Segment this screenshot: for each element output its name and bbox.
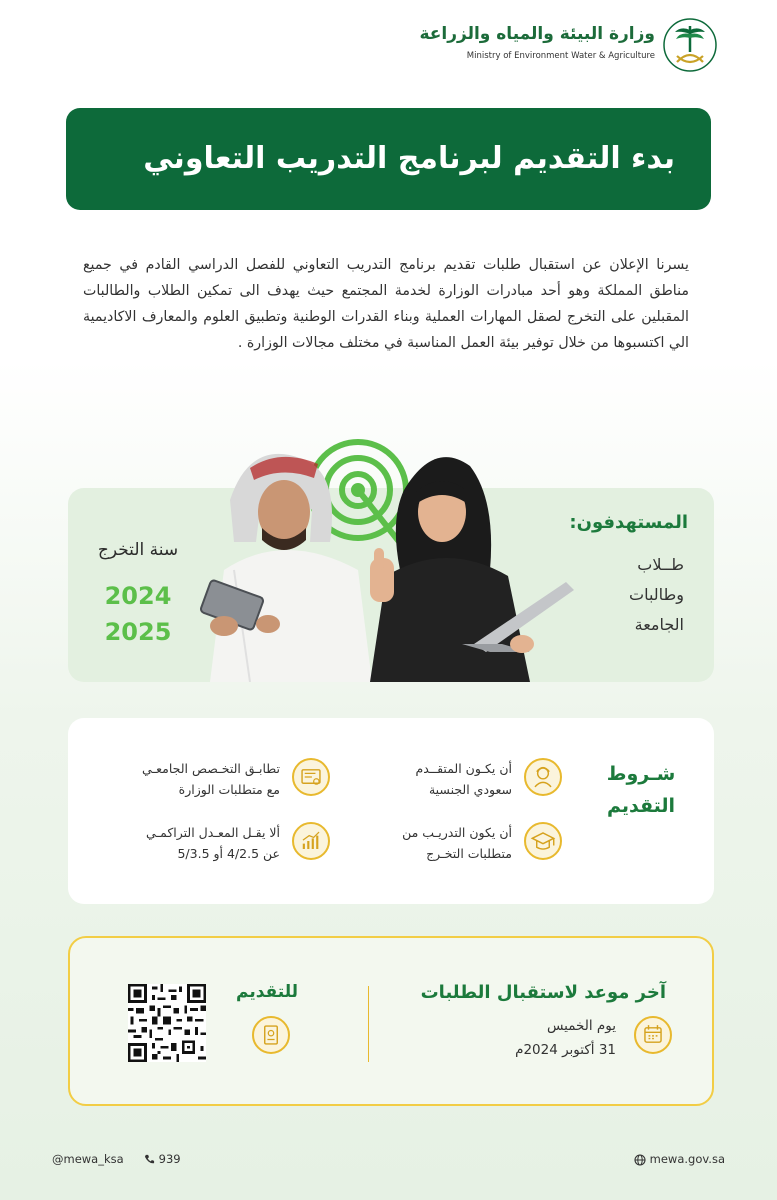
divider <box>368 986 369 1062</box>
website-url: mewa.gov.sa <box>649 1152 725 1166</box>
ministry-logo <box>417 18 717 74</box>
condition-line: سعودي الجنسية <box>428 782 512 797</box>
footer <box>0 1146 777 1176</box>
header-banner <box>66 108 711 210</box>
audience-line: وطالبات <box>629 585 684 604</box>
certificate-icon <box>292 758 330 796</box>
phone-link[interactable] <box>144 1152 181 1166</box>
deadline-date-text: 31 أكتوبر 2024م <box>515 1042 616 1058</box>
growth-chart-icon <box>292 822 330 860</box>
palm-swords-emblem-icon <box>663 18 717 72</box>
page-title: بدء التقديم لبرنامج التدريب التعاوني <box>143 141 675 176</box>
deadline-title: آخر موعد لاستقبال الطلبات <box>420 982 666 1003</box>
ministry-name-arabic: وزارة البيئة والمياه والزراعة <box>419 24 655 44</box>
phone-icon <box>144 1154 155 1165</box>
students-illustration <box>190 430 580 682</box>
conditions-title: شـروط التقديم <box>606 763 676 817</box>
deadline-date <box>515 1014 616 1062</box>
deadline-day: يوم الخميس <box>546 1018 616 1034</box>
graduation-year-label: سنة التخرج <box>97 540 179 560</box>
condition-line: عن 4/2.5 أو 5/3.5 <box>177 846 280 861</box>
audience-list <box>629 550 684 640</box>
condition-line: أن يكون التدريـب من <box>402 825 512 840</box>
female-student-figure <box>370 457 574 682</box>
deadline-panel <box>68 936 714 1106</box>
condition-line: أن يكـون المتقــدم <box>415 761 512 776</box>
globe-icon <box>634 1154 646 1166</box>
ministry-name-english: Ministry of Environment Water & Agriculture <box>466 51 655 61</box>
phone-number: 939 <box>158 1152 181 1166</box>
social-handle: @mewa_ksa <box>52 1152 124 1166</box>
male-student-figure <box>200 454 372 682</box>
form-document-icon <box>252 1016 290 1054</box>
audience-line: الجامعة <box>634 615 684 634</box>
condition-item <box>302 822 562 872</box>
apply-qr-code[interactable] <box>128 984 206 1062</box>
condition-line: مع متطلبات الوزارة <box>178 782 280 797</box>
social-handle-link[interactable] <box>52 1152 124 1166</box>
graduation-year: 2024 <box>104 582 172 610</box>
graduation-year: 2025 <box>104 618 172 646</box>
condition-item <box>70 822 330 872</box>
condition-line: ألا يقـل المعـدل التراكمـي <box>146 825 280 840</box>
condition-item <box>70 758 330 808</box>
website-link[interactable] <box>634 1152 725 1166</box>
application-conditions-panel <box>68 718 714 904</box>
saudi-person-icon <box>524 758 562 796</box>
apply-label: للتقديم <box>236 982 299 1002</box>
condition-line: تطابـق التخـصص الجامعـي <box>142 761 280 776</box>
condition-line: متطلبات التخـرج <box>426 846 512 861</box>
calendar-icon <box>634 1016 672 1054</box>
intro-paragraph: يسرنا الإعلان عن استقبال طلبات تقديم برنامج التدريب التعاوني للفصل الدراسي القادم في جميع مناطق المملكة وهو أحد مبادرات الوزارة لخدمة المجتمع حيث يهدف الى تمكين الطلاب والطالبات المقبلين على التخرج لصقل المهارات العملية وبناء القدرات الوطنية وتطبيق العلوم والمعارف الاكاديمية الي اكتسبوها من خلال توفير بيئة العمل المناسبة في مختلف مجالات الوزارة . <box>83 257 689 351</box>
audience-line: طــلاب <box>637 555 684 574</box>
condition-item <box>302 758 562 808</box>
audience-title: المستهدفون: <box>569 512 688 533</box>
graduation-cap-icon <box>524 822 562 860</box>
